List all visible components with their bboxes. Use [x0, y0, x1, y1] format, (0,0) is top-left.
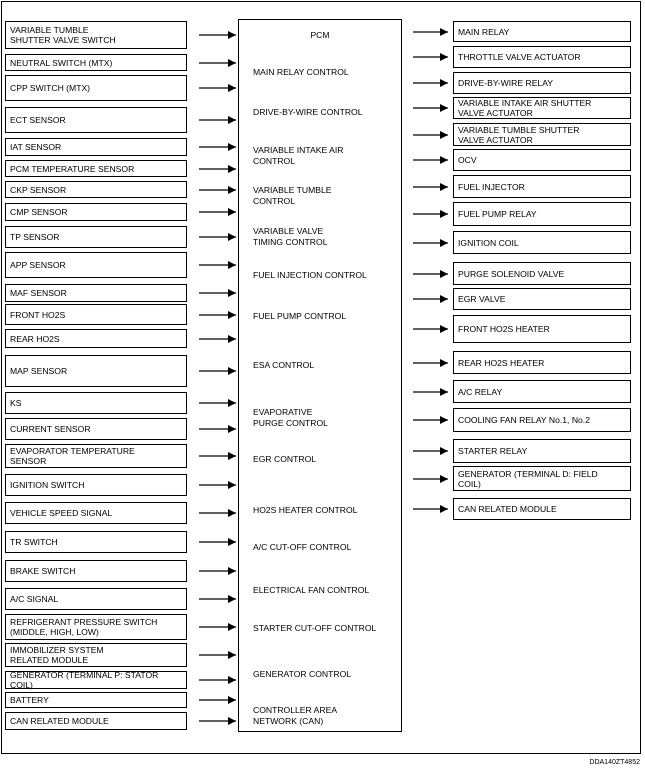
input-label: APP SENSOR	[10, 260, 66, 270]
output-label: OCV	[458, 155, 477, 165]
output-box	[453, 408, 631, 432]
pcm-function: A/C CUT-OFF CONTROL	[253, 542, 352, 552]
output-box	[453, 231, 631, 254]
input-box	[5, 643, 187, 667]
input-label: CMP SENSOR	[10, 207, 68, 217]
pcm-function: VARIABLE VALVE TIMING CONTROL	[253, 226, 328, 247]
input-label: MAF SENSOR	[10, 288, 67, 298]
output-box	[453, 498, 631, 520]
input-box	[5, 531, 187, 553]
input-box	[5, 304, 187, 325]
input-box	[5, 560, 187, 582]
output-label: VARIABLE INTAKE AIR SHUTTER VALVE ACTUATOR	[458, 98, 592, 118]
input-label: PCM TEMPERATURE SENSOR	[10, 163, 135, 174]
input-box	[5, 474, 187, 496]
output-label: GENERATOR (TERMINAL D: FIELD COIL)	[458, 468, 598, 489]
output-label: THROTTLE VALVE ACTUATOR	[458, 52, 581, 62]
input-label: MAP SENSOR	[10, 366, 68, 376]
input-label: BRAKE SWITCH	[10, 566, 76, 576]
input-box	[5, 107, 187, 133]
input-box	[5, 712, 187, 730]
output-box	[453, 466, 631, 491]
output-label: REAR HO2S HEATER	[458, 357, 545, 368]
figure-code: DDA140ZT4852	[589, 759, 640, 766]
input-label: CKP SENSOR	[10, 184, 67, 195]
input-box	[5, 21, 187, 49]
pcm-function: MAIN RELAY CONTROL	[253, 67, 349, 77]
input-label: TP SENSOR	[10, 232, 60, 242]
input-box	[5, 588, 187, 610]
pcm-function: FUEL PUMP CONTROL	[253, 311, 347, 321]
input-box	[5, 692, 187, 708]
output-label: COOLING FAN RELAY No.1, No.2	[458, 415, 590, 425]
input-label: ECT SENSOR	[10, 115, 66, 125]
input-label: IGNITION SWITCH	[10, 480, 85, 490]
input-box	[5, 181, 187, 198]
input-label: REAR HO2S	[10, 333, 60, 344]
output-box	[453, 380, 631, 403]
output-box	[453, 288, 631, 310]
input-label: CPP SWITCH (MTX)	[10, 83, 91, 93]
input-box	[5, 226, 187, 248]
input-box	[5, 418, 187, 440]
input-box	[5, 329, 187, 348]
output-label: EGR VALVE	[458, 294, 506, 304]
output-label: FRONT HO2S HEATER	[458, 324, 550, 334]
pcm-function: VARIABLE TUMBLE CONTROL	[253, 185, 332, 206]
input-label: NEUTRAL SWITCH (MTX)	[10, 57, 113, 68]
input-box	[5, 284, 187, 302]
input-label: CAN RELATED MODULE	[10, 716, 109, 726]
pcm-function: ESA CONTROL	[253, 360, 315, 370]
output-box	[453, 262, 631, 285]
input-label: KS	[10, 398, 22, 408]
output-box	[453, 72, 631, 94]
input-label: CURRENT SENSOR	[10, 424, 91, 434]
pcm-function: GENERATOR CONTROL	[253, 669, 352, 679]
input-label: EVAPORATOR TEMPERATURE SENSOR	[10, 446, 135, 466]
output-label: A/C RELAY	[458, 386, 503, 397]
pcm-function: EGR CONTROL	[253, 454, 317, 464]
input-label: FRONT HO2S	[10, 309, 66, 320]
output-box	[453, 439, 631, 463]
output-label: MAIN RELAY	[458, 26, 510, 37]
output-label: STARTER RELAY	[458, 446, 528, 456]
input-box	[5, 392, 187, 414]
input-box	[5, 355, 187, 387]
output-box	[453, 97, 631, 119]
input-box	[5, 75, 187, 101]
output-box	[453, 351, 631, 374]
pcm-function: EVAPORATIVE PURGE CONTROL	[253, 407, 328, 428]
output-box	[453, 46, 631, 68]
pcm-function: CONTROLLER AREA NETWORK (CAN)	[253, 705, 338, 726]
pcm-title: PCM	[310, 30, 330, 40]
input-label: TR SWITCH	[10, 537, 58, 547]
input-label: A/C SIGNAL	[10, 594, 59, 604]
pcm-function: HO2S HEATER CONTROL	[253, 505, 358, 515]
input-box	[5, 444, 187, 468]
input-box	[5, 502, 187, 524]
output-box	[453, 202, 631, 226]
input-label: VEHICLE SPEED SIGNAL	[10, 508, 113, 518]
pcm-block	[238, 19, 402, 732]
input-box	[5, 54, 187, 71]
input-label: GENERATOR (TERMINAL P: STATOR COIL)	[10, 670, 159, 690]
input-label: BATTERY	[10, 695, 49, 705]
input-label: IAT SENSOR	[10, 142, 62, 152]
pcm-function: FUEL INJECTION CONTROL	[253, 270, 367, 280]
input-label: IMMOBILIZER SYSTEM RELATED MODULE	[10, 645, 104, 665]
output-box	[453, 175, 631, 198]
input-box	[5, 138, 187, 156]
input-box	[5, 614, 187, 640]
input-label: VARIABLE TUMBLE SHUTTER VALVE SWITCH	[10, 25, 116, 45]
input-box	[5, 203, 187, 221]
pcm-function: DRIVE-BY-WIRE CONTROL	[253, 107, 363, 117]
pcm-function: ELECTRICAL FAN CONTROL	[253, 585, 370, 595]
output-label: PURGE SOLENOID VALVE	[458, 268, 565, 279]
output-label: VARIABLE TUMBLE SHUTTER VALVE ACTUATOR	[458, 124, 580, 145]
pcm-function: VARIABLE INTAKE AIR CONTROL	[253, 145, 344, 166]
output-box	[453, 149, 631, 171]
input-box	[5, 252, 187, 278]
output-box	[453, 315, 631, 343]
input-box	[5, 671, 187, 689]
pcm-function: STARTER CUT-OFF CONTROL	[253, 623, 377, 633]
output-label: DRIVE-BY-WIRE RELAY	[458, 78, 554, 88]
output-label: FUEL INJECTOR	[458, 181, 525, 192]
output-box	[453, 123, 631, 146]
output-label: IGNITION COIL	[458, 237, 519, 248]
input-box	[5, 160, 187, 177]
input-label: REFRIGERANT PRESSURE SWITCH (MIDDLE, HIGH, LOW)	[10, 617, 158, 637]
output-label: FUEL PUMP RELAY	[458, 209, 537, 219]
output-label: CAN RELATED MODULE	[458, 504, 557, 514]
output-box	[453, 21, 631, 42]
